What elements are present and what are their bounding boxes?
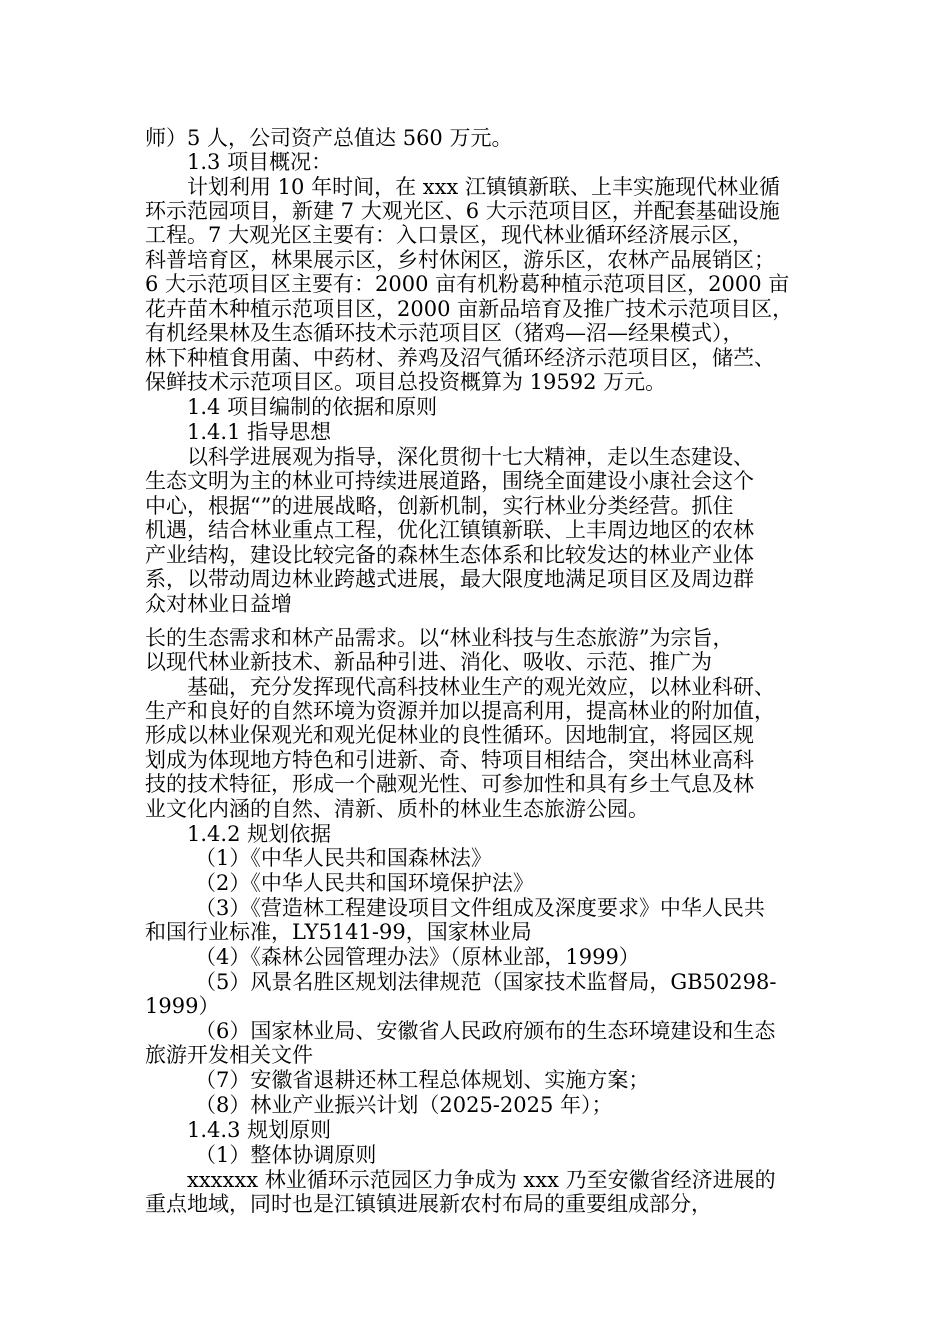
text-line: 和国行业标准，LY5141-99，国家林业局 — [145, 920, 532, 944]
list-item: （1）《中华人民共和国森林法》 — [195, 846, 492, 870]
section-heading-1-4-3: 1.4.3 规划原则 — [187, 1118, 332, 1142]
list-item: （1）整体协调原则 — [195, 1143, 377, 1167]
text-line: xxxxxx 林业循环示范园区力争成为 xxx 乃至安徽省经济进展的 — [187, 1168, 776, 1192]
text-line: 以科学进展观为指导，深化贯彻十七大精神，走以生态建设、 — [187, 445, 754, 469]
text-line: 长的生态需求和林产品需求。以“林业科技与生态旅游”为宗旨， — [145, 626, 734, 650]
text-line: 技的技术特征，形成一个融观光性、可参加性和具有乡土气息及林 — [145, 772, 754, 796]
text-line: 生产和良好的自然环境为资源并加以提高利用，提高林业的附加值， — [145, 699, 775, 723]
text-line: 形成以林业保观光和观光促林业的良性循环。因地制宜，将园区规 — [145, 723, 754, 747]
text-line: 林下种植食用菌、中药材、养鸡及沼气循环经济示范项目区，储苎、 — [145, 346, 775, 370]
text-line: 生态文明为主的林业可持续进展道路，围绕全面建设小康社会这个 — [145, 469, 754, 493]
text-line: 中心，根据“”的进展战略，创新机制，实行林业分类经营。抓住 — [145, 494, 734, 518]
section-heading-1-4-2: 1.4.2 规划依据 — [187, 822, 332, 846]
text-line: 计划利用 10 年时间，在 xxx 江镇镇新联、上丰实施现代林业循 — [187, 175, 780, 199]
text-line: 基础，充分发挥现代高科技林业生产的观光效应，以林业科研、 — [187, 675, 775, 699]
list-item: （6）国家林业局、安徽省人民政府颁布的生态环境建设和生态 — [195, 1019, 776, 1043]
text-line: 有机经果林及生态循环技术示范项目区（猪鸡—沼—经果模式）， — [145, 321, 744, 345]
text-line: 花卉苗木种植示范项目区，2000 亩新品培育及推广技术示范项目区， — [145, 297, 794, 321]
list-item: （2）《中华人民共和国环境保护法》 — [195, 871, 534, 895]
text-line: 划成为体现地方特色和引进新、奇、特项目相结合，突出林业高科 — [145, 748, 754, 772]
text-line: 1999） — [145, 994, 220, 1018]
text-line: 机遇，结合林业重点工程，优化江镇镇新联、上丰周边地区的农林 — [145, 518, 754, 542]
text-line: 环示范园项目，新建 7 大观光区、6 大示范项目区，并配套基础设施 — [145, 199, 780, 223]
text-line: 产业结构，建设比较完备的森林生态体系和比较发达的林业产业体 — [145, 543, 754, 567]
text-line: 众对林业日益增 — [145, 592, 292, 616]
text-line: 工程。7 大观光区主要有：入口景区，现代林业循环经济展示区， — [145, 223, 754, 247]
text-line: 师）5 人，公司资产总值达 560 万元。 — [145, 126, 513, 150]
list-item: （3）《营造林工程建设项目文件组成及深度要求》中华人民共 — [195, 896, 765, 920]
text-line: 业文化内涵的自然、清新、质朴的林业生态旅游公园。 — [145, 797, 649, 821]
text-line: 以现代林业新技术、新品种引进、消化、吸收、示范、推广为 — [145, 650, 712, 674]
text-line: 旅游开发相关文件 — [145, 1043, 313, 1067]
text-line: 系，以带动周边林业跨越式进展，最大限度地满足项目区及周边群 — [145, 567, 754, 591]
text-line: 保鲜技术示范项目区。项目总投资概算为 19592 万元。 — [145, 370, 667, 394]
text-line: 6 大示范项目区主要有：2000 亩有机粉葛种植示范项目区，2000 亩 — [145, 272, 790, 296]
section-heading-1-3: 1.3 项目概况： — [187, 150, 333, 174]
text-line: 重点地域，同时也是江镇镇进展新农村布局的重要组成部分， — [145, 1192, 712, 1216]
list-item: （5）风景名胜区规划法律规范（国家技术监督局，GB50298- — [195, 970, 777, 994]
section-heading-1-4-1: 1.4.1 指导思想 — [187, 420, 332, 444]
list-item: （8）林业产业振兴计划（2025-2025 年）； — [195, 1093, 613, 1117]
list-item: （4）《森林公园管理办法》（原林业部，1999） — [195, 945, 640, 969]
list-item: （7）安徽省退耕还林工程总体规划、实施方案； — [195, 1068, 650, 1092]
text-line: 科普培育区，林果展示区，乡村休闲区，游乐区，农林产品展销区； — [145, 248, 775, 272]
section-heading-1-4: 1.4 项目编制的依据和原则 — [187, 395, 438, 419]
